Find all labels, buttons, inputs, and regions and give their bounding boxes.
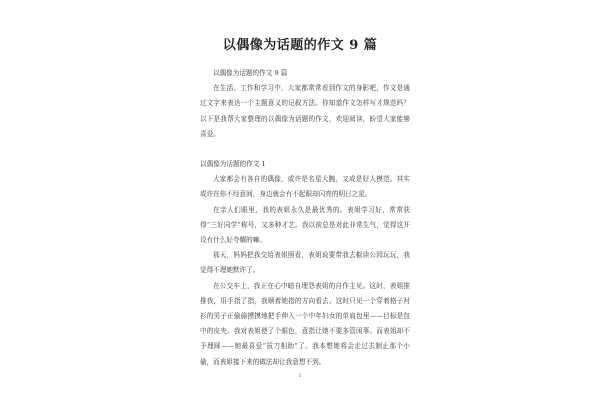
document-title: 以偶像为话题的作文 9 篇 (222, 38, 378, 53)
document-body (200, 66, 410, 370)
section-gap (200, 142, 410, 157)
page-number: 1 (298, 373, 302, 379)
intro-heading: 以偶像为话题的作文 9 篇 (213, 69, 288, 77)
paragraph-3: 那天，妈妈把我交给表姐照看，表姐说要带我去椒读公园玩玩，我觉得不理她默许了。 (200, 251, 410, 275)
intro-paragraph: 在生活、工作和学习中，大家都常常看到作文的身影吧，作文是通过文字来表达一个主题意义的记叙方法。你知道作文怎样写才规范吗？以下是我帮大家整理的以偶像为话题的作文，欢迎阅读，盼望大家能够喜爱。 (200, 84, 410, 138)
section-heading: 以偶像为话题的作文 1 (200, 160, 266, 169)
paragraph-2: 在亲人们眼里，我的表姐永久是最优秀的。表姐学习好，常常获得“三好同学”称号，又多种才艺。我以前总是对此非常生气，觉得这开设有什么好夸耀的嘛。 (200, 205, 410, 245)
paragraph-4: 在公交车上，我正在心中暗自埋怨表姐的自作主见。这时，表姐推推我，用手指了指，我顺着她指的方向看去。这时只见一个穿着格子衬衫的男子正偷偷摸摸地把手伸入一个中年妇女的单肩包里——目标是包中的皮夹。我对表姐使了个眼色，意指让她不要多管闲事。而表姐却不予理睬——她最喜爱“拔刀相助”了。我本想她将会走过去制止那个小偷，而表姐接下来的做法却让我意想不到。 (200, 281, 410, 366)
paragraph-1: 大家都会有各自的偶像，或许是名星大腕，又或是好人模范。其实或许在你不经意间，身边就会有不起眼却闪亮的明日之星。 (200, 175, 410, 199)
